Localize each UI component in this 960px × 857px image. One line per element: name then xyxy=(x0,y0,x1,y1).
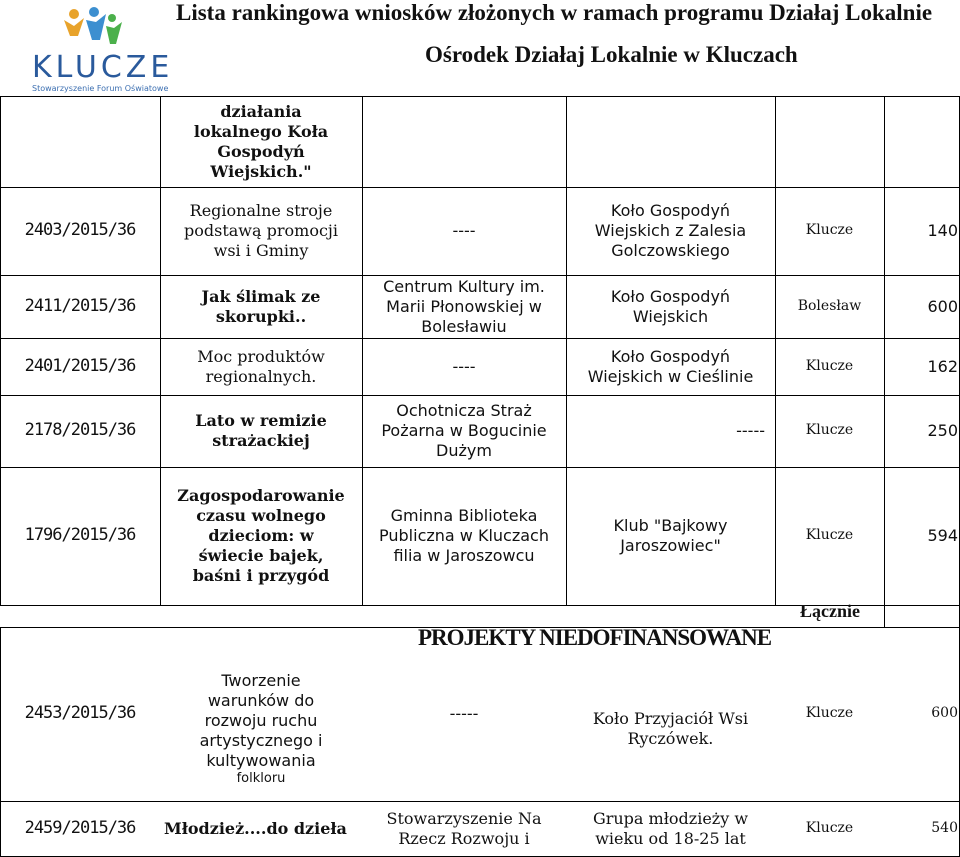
table2-row-0-name-tail: folkloru xyxy=(236,770,286,786)
table-row-3-applicant: Koło Gospodyń Wiejskich w Cieślinie xyxy=(587,346,754,386)
table-row-2-name: Jak ślimak ze skorupki.. xyxy=(201,286,321,326)
table-row-3-amount: 162 xyxy=(927,356,958,376)
section-title: PROJEKTY NIEDOFINANSOWANE xyxy=(418,625,772,650)
table2-row-1-amount: 540 xyxy=(931,819,958,836)
table-row-5-location: Klucze xyxy=(805,527,854,544)
table2-row-0-partner: ----- xyxy=(449,704,479,723)
table2-row-1-partner: Stowarzyszenie Na Rzecz Rozwoju i xyxy=(386,808,542,848)
table-row-1-location: Klucze xyxy=(805,222,854,239)
table-row-1-partner: ---- xyxy=(452,221,476,240)
table-row-1-name: Regionalne stroje podstawą promocji wsi i Gminy xyxy=(184,201,338,260)
table-row-5-partner: Gminna Biblioteka Publiczna w Kluczach filia w Jaroszowcu xyxy=(379,506,549,565)
total-label: Łącznie xyxy=(800,601,860,621)
table2-row-0-applicant: Koło Przyjaciół Wsi Ryczówek. xyxy=(592,709,749,748)
table2-row-0-amount: 600 xyxy=(931,705,958,722)
table2-row-1-name: Młodzież....do dzieła xyxy=(164,818,347,838)
logo-text: KLUCZE xyxy=(32,50,174,85)
table-row-1-applicant: Koło Gospodyń Wiejskich z Zalesia Golczowskiego xyxy=(594,201,747,260)
table-row-1-amount: 140 xyxy=(927,221,958,240)
table-row-3-name: Moc produktów regionalnych. xyxy=(197,346,325,386)
header xyxy=(0,0,960,96)
klucze-logo xyxy=(12,6,174,93)
table-row-4-partner: Ochotnicza Straż Pożarna w Bogucinie Dużym xyxy=(381,401,547,460)
table2-row-0-id: 2453/2015/36 xyxy=(24,703,136,724)
table2-row-1-applicant: Grupa młodzieży w wieku od 18-25 lat xyxy=(592,808,749,848)
table-row-2-applicant: Koło Gospodyń Wiejskich xyxy=(610,286,731,326)
table-row-3-location: Klucze xyxy=(805,357,854,374)
page-title: Lista rankingowa wniosków złożonych w ramach programu Działaj Lokalnie xyxy=(176,0,933,25)
table-row-1-id: 2403/2015/36 xyxy=(24,220,136,241)
ranking-table xyxy=(0,96,960,857)
table-row-3-partner: ---- xyxy=(452,356,476,376)
table-row-4-amount: 250 xyxy=(927,421,958,440)
page-subtitle: Ośrodek Działaj Lokalnie w Kluczach xyxy=(425,42,798,67)
table-row-3-id: 2401/2015/36 xyxy=(24,355,136,376)
table-row-4-applicant: ----- xyxy=(736,421,765,440)
table2-row-0-name-text: Tworzenie warunków do rozwoju ruchu artystycznego i kultywowania xyxy=(199,670,323,770)
table-row-2-location: Bolesław xyxy=(797,297,862,314)
table-row-2-amount: 600 xyxy=(927,296,958,316)
table-row-0-name: działania lokalnego Koła Gospodyń Wiejskich." xyxy=(193,102,329,181)
table2-row-1-location: Klucze xyxy=(805,819,854,836)
table-row-4-location: Klucze xyxy=(805,422,854,439)
logo-subtitle: Stowarzyszenie Forum Oświatowe xyxy=(32,84,169,93)
table-row-2-id: 2411/2015/36 xyxy=(24,295,136,316)
table-row-4-id: 2178/2015/36 xyxy=(24,420,136,441)
table2-row-1-id: 2459/2015/36 xyxy=(24,817,136,838)
table2-row-0-location: Klucze xyxy=(805,705,854,722)
table-row-4-name: Lato w remizie strażackiej xyxy=(195,411,327,450)
table2-row-0-name xyxy=(160,657,362,801)
table-row-2-partner: Centrum Kultury im. Marii Płonowskiej w Bolesławiu xyxy=(383,276,545,336)
table-row-5-name: Zagospodarowanie czasu wolnego dzieciom: w świecie bajek, baśni i przygód xyxy=(177,486,345,585)
table-row-5-amount: 594 xyxy=(927,526,958,545)
table-row-5-id: 1796/2015/36 xyxy=(24,525,136,546)
table-row-5-applicant: Klub "Bajkowy Jaroszowiec" xyxy=(613,516,728,555)
logo-figures-icon xyxy=(12,6,162,56)
